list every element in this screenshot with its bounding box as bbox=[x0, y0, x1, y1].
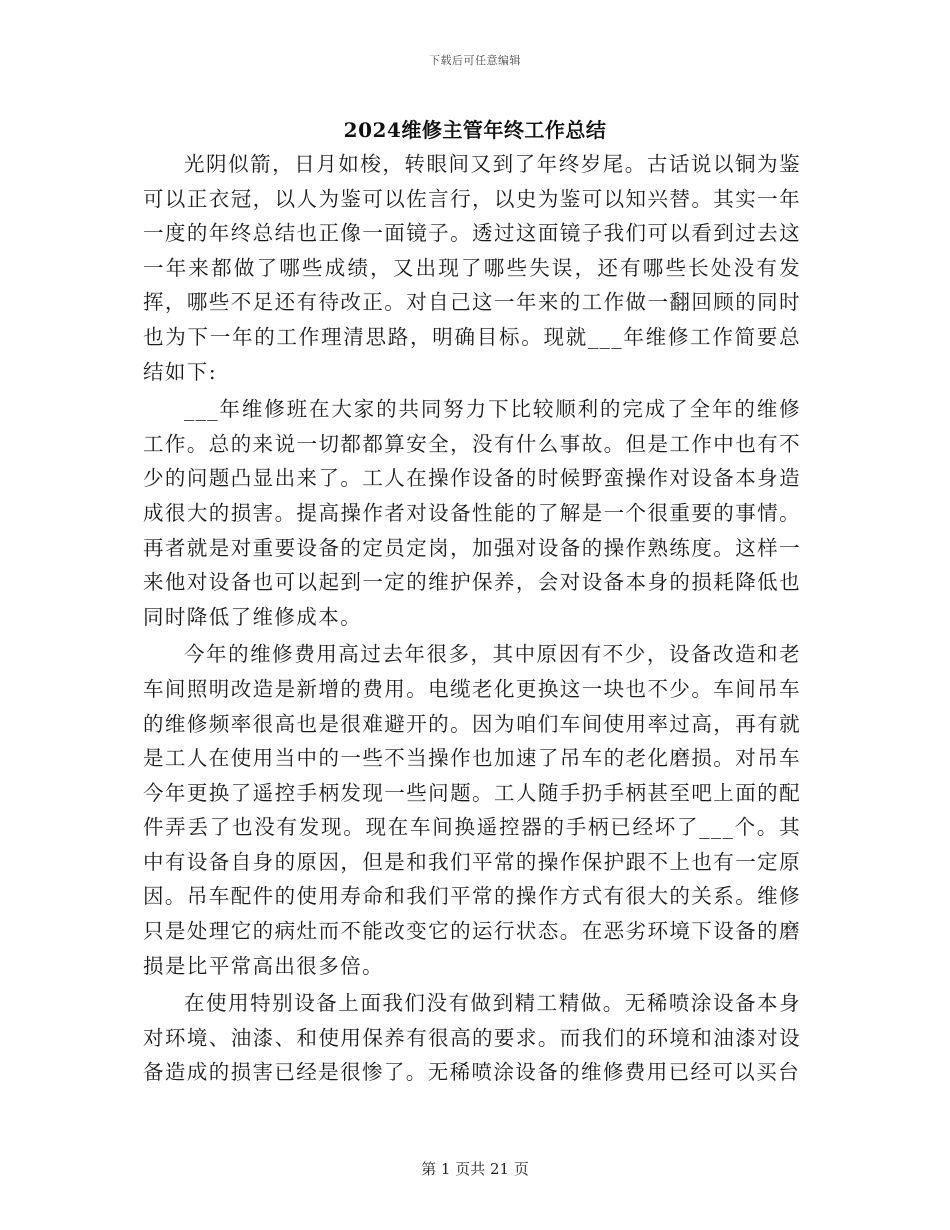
page-header-note: 下载后可任意编辑 bbox=[429, 54, 521, 67]
page-number-footer: 第 1 页共 21 页 bbox=[421, 1160, 529, 1178]
body-paragraph-2: ___年维修班在大家的共同努力下比较顺利的完成了全年的维修工作。总的来说一切都都算安全，没有什么事故。但是工作中也有不少的问题凸显出来了。工人在操作设备的时候野蛮操作对设备本身造成很大的损害。提高操作者对设备性能的了解是一个很重要的事情。再者就是对重要设备的定员定岗，加强对设备的操作熟练度。这样一来他对设备也可以起到一定的维护保养，会对设备本身的损耗降低也同时降低了维修成本。 bbox=[143, 397, 801, 629]
document-title: 2024维修主管年终工作总结 bbox=[343, 118, 607, 142]
document-body bbox=[143, 147, 801, 1090]
body-paragraph-4: 在使用特别设备上面我们没有做到精工精做。无稀喷涂设备本身对环境、油漆、和使用保养有很高的要求。而我们的环境和油漆对设备造成的损害已经是很惨了。无稀喷涂设备的维修费用已经可以买台 bbox=[143, 991, 801, 1085]
body-paragraph-3: 今年的维修费用高过去年很多，其中原因有不少，设备改造和老车间照明改造是新增的费用。电缆老化更换这一块也不少。车间吊车的维修频率很高也是很难避开的。因为咱们车间使用率过高，再有就是工人在使用当中的一些不当操作也加速了吊车的老化磨损。对吊车今年更换了遥控手柄发现一些问题。工人随手扔手柄甚至吧上面的配件弄丢了也没有发现。现在车间换遥控器的手柄已经坏了___个。其中有设备自身的原因，但是和我们平常的操作保护跟不上也有一定原因。吊车配件的使用寿命和我们平常的操作方式有很大的关系。维修只是处理它的病灶而不能改变它的运行状态。在恶劣环境下设备的磨损是比平常高出很多倍。 bbox=[143, 642, 801, 978]
body-paragraph-1: 光阴似箭，日月如梭，转眼间又到了年终岁尾。古话说以铜为鉴可以正衣冠，以人为鉴可以佐言行，以史为鉴可以知兴替。其实一年一度的年终总结也正像一面镜子。透过这面镜子我们可以看到过去这一年来都做了哪些成绩，又出现了哪些失误，还有哪些长处没有发挥，哪些不足还有待改正。对自己这一年来的工作做一翻回顾的同时也为下一年的工作理清思路，明确目标。现就___年维修工作简要总结如下: bbox=[143, 152, 801, 384]
